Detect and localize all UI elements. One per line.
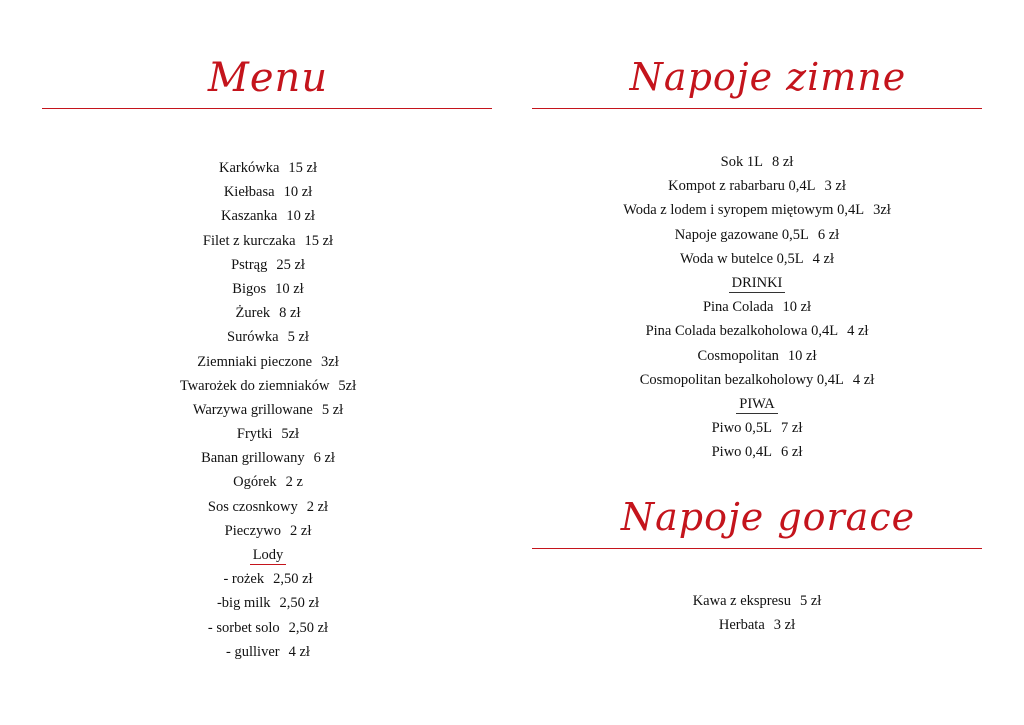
menu-title-rule	[42, 108, 492, 109]
list-item: Warzywa grillowane 5 zł	[192, 401, 344, 418]
hot-drinks-title-rule	[532, 548, 982, 549]
list-item: Surówka 5 zł	[227, 329, 309, 346]
drinki-label: DRINKI	[729, 274, 786, 293]
drinki-heading	[522, 271, 992, 295]
hot-drinks-list	[522, 589, 992, 637]
list-item: Kompot z rabarbaru 0,4L 3 zł	[668, 178, 846, 195]
hot-drinks-title: Napoje gorace	[620, 495, 916, 539]
list-item: - rożek 2,50 zł	[223, 571, 313, 588]
list-item: - gulliver 4 zł	[226, 643, 310, 660]
list-item: -big milk 2,50 zł	[216, 595, 320, 612]
menu-list	[0, 156, 536, 664]
list-item: Cosmopolitan 10 zł	[697, 347, 817, 364]
list-item: Bigos 10 zł	[232, 280, 304, 297]
list-item: Kiełbasa 10 zł	[223, 184, 313, 201]
cold-drinks-title: Napoje zimne	[629, 55, 907, 99]
list-item: Piwo 0,4L 6 zł	[711, 444, 803, 461]
lody-label: Lody	[250, 546, 287, 565]
list-item: Woda z lodem i syropem miętowym 0,4L 3zł	[623, 202, 891, 219]
list-item: - sorbet solo 2,50 zł	[207, 619, 329, 636]
list-item: Frytki 5zł	[236, 426, 300, 443]
cold-drinks-title-rule	[532, 108, 982, 109]
list-item: Kawa z ekspresu 5 zł	[692, 593, 822, 609]
drinks-page	[512, 0, 1024, 725]
list-item: Ogórek 2 z	[233, 474, 303, 491]
piwa-heading	[522, 392, 992, 416]
list-item: Pina Colada bezalkoholowa 0,4L 4 zł	[645, 323, 869, 340]
piwa-label: PIWA	[736, 395, 777, 414]
list-item: Piwo 0,5L 7 zł	[711, 420, 803, 437]
list-item: Żurek 8 zł	[235, 305, 301, 322]
menu-title: Menu	[207, 55, 329, 101]
list-item: Napoje gazowane 0,5L 6 zł	[674, 226, 840, 243]
list-item: Pieczywo 2 zł	[224, 522, 312, 539]
list-item: Filet z kurczaka 15 zł	[202, 232, 334, 249]
list-item: Woda w butelce 0,5L 4 zł	[680, 250, 834, 267]
list-item: Banan grillowany 6 zł	[201, 450, 335, 467]
list-item: Pina Colada 10 zł	[702, 299, 812, 316]
list-item: Sos czosnkowy 2 zł	[207, 498, 329, 515]
list-item: Pstrąg 25 zł	[231, 256, 305, 273]
list-item: Ziemniaki pieczone 3zł	[197, 353, 339, 370]
list-item: Herbata 3 zł	[718, 617, 796, 634]
list-item: Sok 1L 8 zł	[720, 154, 794, 170]
lody-heading	[0, 543, 536, 567]
list-item: Karkówka 15 zł	[219, 160, 317, 176]
cold-drinks-list	[522, 150, 992, 464]
list-item: Kaszanka 10 zł	[221, 208, 315, 225]
list-item: Twarożek do ziemniaków 5zł	[179, 377, 357, 394]
list-item: Cosmopolitan bezalkoholowy 0,4L 4 zł	[639, 371, 875, 388]
